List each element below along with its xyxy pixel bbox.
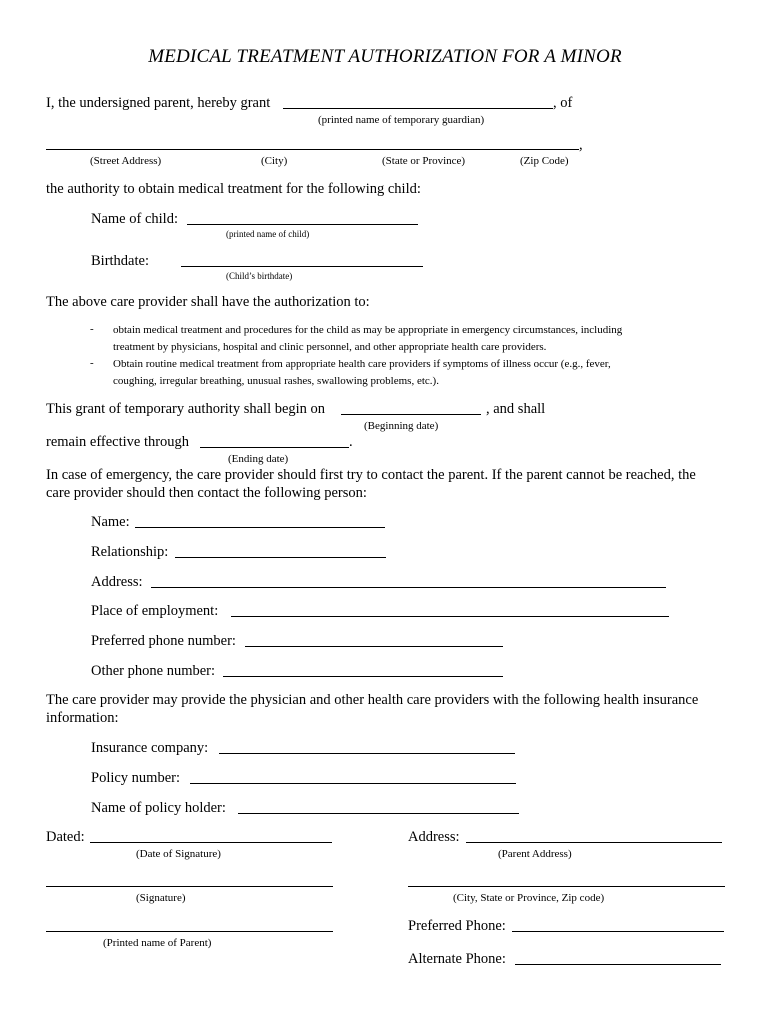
printed-name-field[interactable] bbox=[46, 931, 333, 932]
child-name-caption: (printed name of child) bbox=[226, 229, 310, 239]
signature-caption: (Signature) bbox=[136, 892, 186, 904]
parent-city-field[interactable] bbox=[408, 886, 725, 887]
grant-of-text: , of bbox=[553, 95, 573, 111]
birthdate-label: Birthdate: bbox=[91, 253, 149, 269]
list-item bbox=[113, 322, 733, 356]
parent-address-field[interactable] bbox=[466, 842, 722, 843]
parent-alternate-phone-label: Alternate Phone: bbox=[408, 951, 506, 967]
employment-field[interactable] bbox=[231, 616, 669, 617]
contact-name-label: Name: bbox=[91, 514, 130, 530]
grant-and-shall-text: , and shall bbox=[486, 401, 546, 417]
zip-caption: (Zip Code) bbox=[520, 155, 569, 167]
birthdate-caption: (Child’s birthdate) bbox=[226, 271, 293, 281]
authorization-heading: The above care provider shall have the authorization to: bbox=[46, 294, 370, 310]
guardian-name-field[interactable] bbox=[283, 108, 553, 109]
birthdate-field[interactable] bbox=[181, 266, 423, 267]
emergency-text-line1: In case of emergency, the care provider should first try to contact the parent. If the parent cannot be reached, the bbox=[46, 467, 696, 483]
parent-city-caption: (City, State or Province, Zip code) bbox=[453, 892, 605, 904]
list-item-line: treatment by physicians, hospital and clinic personnel, and other appropriate health care providers. bbox=[113, 341, 547, 353]
child-name-field[interactable] bbox=[187, 224, 418, 225]
policy-holder-field[interactable] bbox=[238, 813, 519, 814]
policy-number-field[interactable] bbox=[190, 783, 516, 784]
parent-alternate-phone-field[interactable] bbox=[515, 964, 721, 965]
city-caption: (City) bbox=[261, 155, 288, 167]
list-item-line: obtain medical treatment and procedures for the child as may be appropriate in emergency circumstances, including bbox=[113, 324, 623, 336]
preferred-phone-field[interactable] bbox=[245, 646, 503, 647]
beginning-date-caption: (Beginning date) bbox=[364, 420, 439, 432]
grant-intro-text: I, the undersigned parent, hereby grant bbox=[46, 95, 271, 111]
emergency-text-line2: care provider should then contact the following person: bbox=[46, 485, 367, 501]
insurance-company-field[interactable] bbox=[219, 753, 515, 754]
relationship-field[interactable] bbox=[175, 557, 386, 558]
parent-preferred-phone-field[interactable] bbox=[512, 931, 724, 932]
insurance-text-line2: information: bbox=[46, 710, 119, 726]
ending-date-field[interactable] bbox=[200, 447, 349, 448]
list-item-line: Obtain routine medical treatment from appropriate health care providers if symptoms of illness occur (e.g., fever, bbox=[113, 358, 611, 370]
policy-number-label: Policy number: bbox=[91, 770, 181, 786]
other-phone-label: Other phone number: bbox=[91, 663, 216, 679]
date-of-signature-caption: (Date of Signature) bbox=[136, 848, 221, 860]
dated-label: Dated: bbox=[46, 829, 85, 845]
list-item-dash: - bbox=[90, 323, 94, 335]
state-caption: (State or Province) bbox=[382, 155, 466, 167]
street-caption: (Street Address) bbox=[90, 155, 162, 167]
insurance-text-line1: The care provider may provide the physician and other health care providers with the following health insurance bbox=[46, 692, 699, 708]
guardian-address-field[interactable] bbox=[46, 149, 579, 150]
contact-address-label: Address: bbox=[91, 574, 143, 590]
document-title: MEDICAL TREATMENT AUTHORIZATION FOR A MINOR bbox=[148, 46, 622, 67]
contact-name-field[interactable] bbox=[135, 527, 385, 528]
printed-name-caption: (Printed name of Parent) bbox=[103, 937, 212, 949]
list-item-dash: - bbox=[90, 357, 94, 369]
policy-holder-label: Name of policy holder: bbox=[91, 800, 226, 816]
remain-period: . bbox=[349, 434, 353, 450]
parent-address-label: Address: bbox=[408, 829, 460, 845]
child-name-label: Name of child: bbox=[91, 211, 178, 227]
contact-address-field[interactable] bbox=[151, 587, 666, 588]
parent-preferred-phone-label: Preferred Phone: bbox=[408, 918, 506, 934]
signature-field[interactable] bbox=[46, 886, 333, 887]
other-phone-field[interactable] bbox=[223, 676, 503, 677]
parent-address-caption: (Parent Address) bbox=[498, 848, 572, 860]
insurance-company-label: Insurance company: bbox=[91, 740, 209, 756]
grant-begin-text: This grant of temporary authority shall begin on bbox=[46, 401, 326, 417]
remain-text: remain effective through bbox=[46, 434, 190, 450]
beginning-date-field[interactable] bbox=[341, 414, 481, 415]
date-of-signature-field[interactable] bbox=[90, 842, 332, 843]
ending-date-caption: (Ending date) bbox=[228, 453, 289, 465]
list-item-line: coughing, irregular breathing, unusual rashes, swallowing problems, etc.). bbox=[113, 375, 439, 387]
employment-label: Place of employment: bbox=[91, 603, 219, 619]
guardian-caption: (printed name of temporary guardian) bbox=[318, 114, 485, 126]
preferred-phone-label: Preferred phone number: bbox=[91, 633, 236, 649]
relationship-label: Relationship: bbox=[91, 544, 169, 560]
address-comma: , bbox=[579, 137, 583, 153]
authority-text: the authority to obtain medical treatment for the following child: bbox=[46, 181, 421, 197]
list-item bbox=[113, 356, 733, 390]
